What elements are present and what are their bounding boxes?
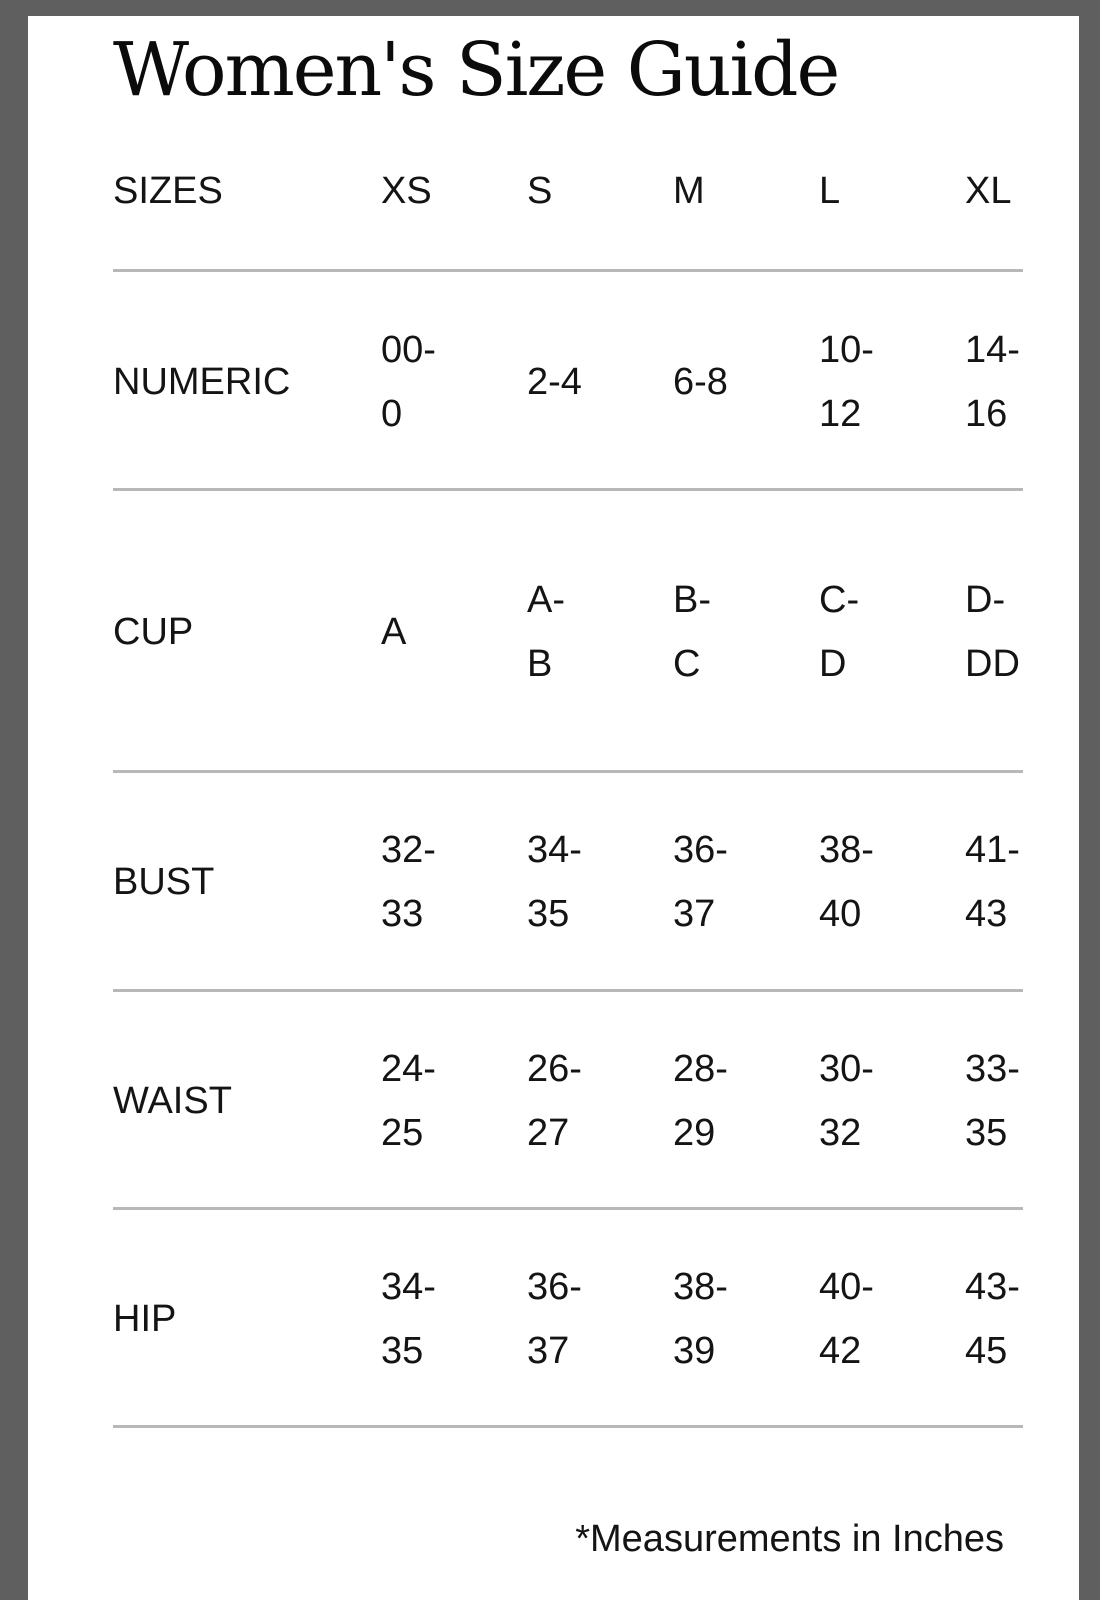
table-cell: 43- 45 xyxy=(965,1266,1020,1372)
row-label: HIP xyxy=(113,1298,177,1340)
table-row-hip xyxy=(113,1210,1023,1428)
table-cell: 00- 0 xyxy=(381,329,436,435)
table-cell: 41- 43 xyxy=(965,829,1020,935)
measurement-footnote: *Measurements in Inches xyxy=(575,1518,1004,1560)
table-row-cup xyxy=(113,491,1023,773)
header-cell-l: L xyxy=(819,170,841,212)
header-cell-sizes: SIZES xyxy=(113,170,223,212)
table-cell: 34- 35 xyxy=(527,829,582,935)
table-cell: 30- 32 xyxy=(819,1048,874,1154)
row-label: WAIST xyxy=(113,1080,232,1122)
table-cell: 10- 12 xyxy=(819,329,874,435)
header-cell-m: M xyxy=(673,170,705,212)
table-cell: 40- 42 xyxy=(819,1266,874,1372)
table-cell: B- C xyxy=(673,579,711,685)
header-cell-xl: XL xyxy=(965,170,1012,212)
row-label: BUST xyxy=(113,861,215,903)
table-cell: A xyxy=(381,611,407,653)
table-cell: 26- 27 xyxy=(527,1048,582,1154)
table-cell: D- DD xyxy=(965,579,1020,685)
header-cell-xs: XS xyxy=(381,170,432,212)
row-divider xyxy=(113,1425,1023,1428)
table-cell: 24- 25 xyxy=(381,1048,436,1154)
table-row-bust xyxy=(113,773,1023,991)
table-cell: A- B xyxy=(527,579,565,685)
table-cell: 6-8 xyxy=(673,361,728,403)
table-cell: 34- 35 xyxy=(381,1266,436,1372)
table-row-numeric xyxy=(113,272,1023,492)
table-cell: 2-4 xyxy=(527,361,582,403)
table-row-waist xyxy=(113,992,1023,1210)
table-cell: 38- 39 xyxy=(673,1266,728,1372)
table-cell: 28- 29 xyxy=(673,1048,728,1154)
table-header-row xyxy=(113,156,1023,226)
table-cell: 32- 33 xyxy=(381,829,436,935)
table-cell: 33- 35 xyxy=(965,1048,1020,1154)
table-cell: 14- 16 xyxy=(965,329,1020,435)
size-guide-modal xyxy=(28,16,1079,1600)
row-label: CUP xyxy=(113,611,194,653)
page-title: Women's Size Guide xyxy=(113,27,839,113)
table-cell: 36- 37 xyxy=(527,1266,582,1372)
row-label: NUMERIC xyxy=(113,361,291,403)
table-cell: C- D xyxy=(819,579,860,685)
table-cell: 38- 40 xyxy=(819,829,874,935)
size-table xyxy=(113,16,1023,1536)
table-cell: 36- 37 xyxy=(673,829,728,935)
header-cell-s: S xyxy=(527,170,553,212)
